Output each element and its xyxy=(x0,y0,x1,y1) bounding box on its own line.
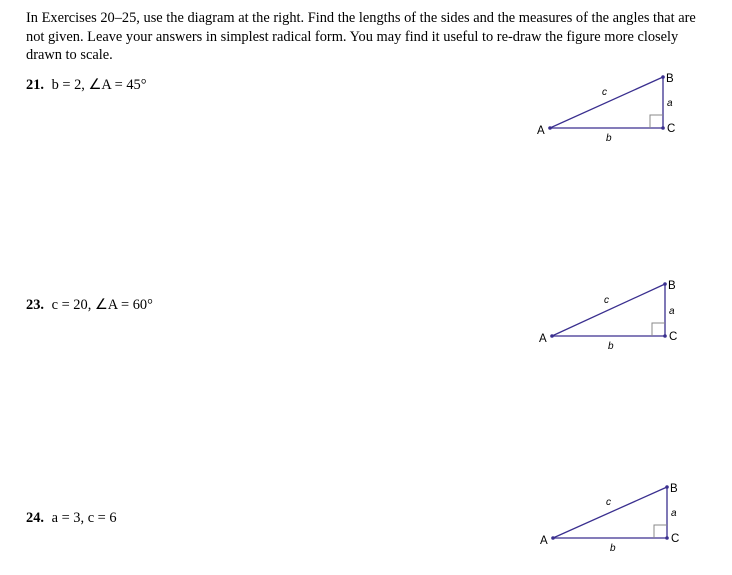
problem-given: c = 20, ∠A = 60° xyxy=(51,297,153,313)
vertex-a-label: A xyxy=(539,333,547,345)
vertex-b-label: B xyxy=(670,483,678,495)
right-angle-marker xyxy=(654,525,667,538)
side-c-line xyxy=(552,284,665,336)
side-a-label: a xyxy=(669,306,675,317)
vertex-b-label: B xyxy=(668,280,676,292)
vertex-b-point xyxy=(661,75,665,79)
side-b-label: b xyxy=(606,133,612,144)
side-a-label: a xyxy=(667,98,673,109)
vertex-c-label: C xyxy=(667,123,676,135)
side-a-label: a xyxy=(671,508,677,519)
side-c-label: c xyxy=(606,497,611,508)
instructions-text: In Exercises 20–25, use the diagram at the right. Find the lengths of the sides and the measures of the angles that are not given. Leave your answers in simplest radical form. You may find it useful to re-draw the figure more closely drawn to scale. xyxy=(26,10,696,64)
vertex-c-point xyxy=(663,334,667,338)
right-angle-marker xyxy=(650,115,663,128)
vertex-a-point xyxy=(550,334,554,338)
right-triangle-diagram xyxy=(532,274,692,354)
vertex-b-point xyxy=(665,485,669,489)
problem-number: 21. xyxy=(26,77,44,93)
problem-21 xyxy=(26,77,146,94)
problem-23 xyxy=(26,297,153,314)
problem-number: 24. xyxy=(26,510,44,526)
vertex-a-label: A xyxy=(540,535,548,547)
vertex-a-point xyxy=(548,126,552,130)
vertex-c-label: C xyxy=(671,533,680,545)
problem-given: b = 2, ∠A = 45° xyxy=(51,77,147,93)
right-triangle-diagram xyxy=(533,477,693,557)
side-c-label: c xyxy=(604,295,609,306)
side-b-label: b xyxy=(608,341,614,352)
side-b-label: b xyxy=(610,543,616,554)
vertex-b-point xyxy=(663,282,667,286)
side-c-label: c xyxy=(602,87,607,98)
right-triangle-diagram xyxy=(530,68,690,148)
right-angle-marker xyxy=(652,323,665,336)
vertex-a-label: A xyxy=(537,125,545,137)
problem-given: a = 3, c = 6 xyxy=(51,510,117,526)
vertex-c-point xyxy=(665,536,669,540)
vertex-b-label: B xyxy=(666,73,674,85)
problem-number: 23. xyxy=(26,297,44,313)
side-c-line xyxy=(553,487,667,538)
vertex-a-point xyxy=(551,536,555,540)
problem-24 xyxy=(26,510,117,527)
vertex-c-point xyxy=(661,126,665,130)
vertex-c-label: C xyxy=(669,331,678,343)
side-c-line xyxy=(550,77,663,128)
